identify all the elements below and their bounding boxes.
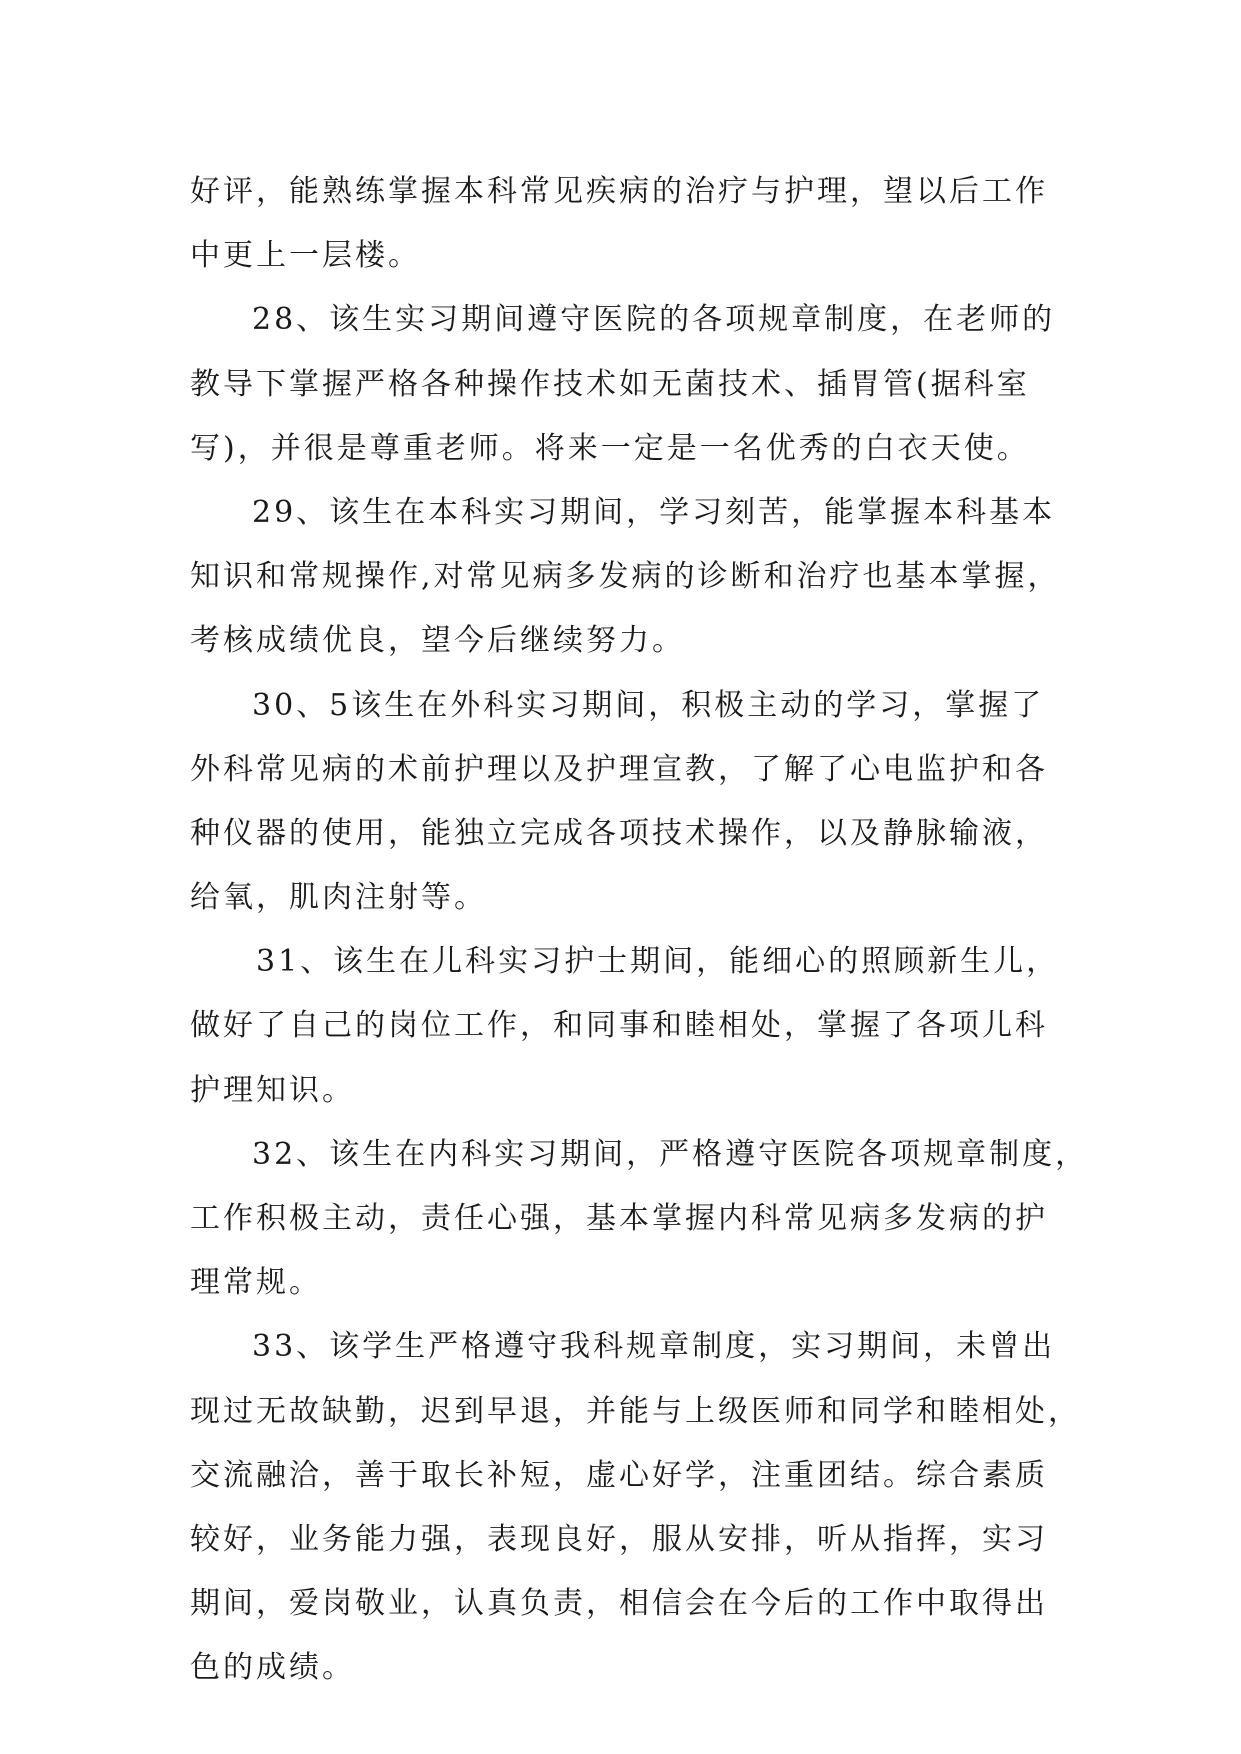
text-line: 护理知识。 xyxy=(190,1072,355,1108)
text-line: 交流融洽，善于取长补短，虚心好学，注重团结。综合素质 xyxy=(190,1457,1048,1493)
text-line: 现过无故缺勤，迟到早退，并能与上级医师和同学和睦相处， xyxy=(190,1393,1081,1429)
text-line: 写)，并很是尊重老师。将来一定是一名优秀的白衣天使。 xyxy=(190,430,1030,466)
paragraph-33-start: 33、该学生严格遵守我科规章制度，实习期间，未曾出 xyxy=(252,1329,1056,1365)
text-line: 外科常见病的术前护理以及护理宣教，了解了心电监护和各 xyxy=(190,751,1048,787)
text-line: 知识和常规操作,对常见病多发病的诊断和治疗也基本掌握， xyxy=(190,559,1061,595)
paragraph-28-start: 28、该生实习期间遵守医院的各项规章制度，在老师的 xyxy=(252,302,1056,338)
text-line: 较好，业务能力强，表现良好，服从安排，听从指挥，实习 xyxy=(190,1521,1048,1557)
text-line: 色的成绩。 xyxy=(190,1650,355,1686)
text-line: 种仪器的使用，能独立完成各项技术操作，以及静脉输液， xyxy=(190,815,1048,851)
text-line: 好评，能熟练掌握本科常见疾病的治疗与护理，望以后工作 xyxy=(190,174,1048,209)
paragraph-29-start: 29、该生在本科实习期间，学习刻苦，能掌握本科基本 xyxy=(252,494,1056,530)
text-line: 中更上一层楼。 xyxy=(190,238,421,274)
paragraph-31-start: 31、该生在儿科实习护士期间，能细心的照顾新生儿， xyxy=(256,944,1060,980)
text-line: 期间，爱岗敬业，认真负责，相信会在今后的工作中取得出 xyxy=(190,1586,1048,1622)
paragraph-30-start: 30、5该生在外科实习期间，积极主动的学习，掌握了 xyxy=(252,687,1045,723)
text-line: 教导下掌握严格各种操作技术如无菌技术、插胃管(据科室 xyxy=(190,366,1030,402)
paragraph-32-start: 32、该生在内科实习期间，严格遵守医院各项规章制度， xyxy=(252,1136,1089,1172)
text-line: 理常规。 xyxy=(190,1265,322,1301)
text-line: 考核成绩优良，望今后继续努力。 xyxy=(190,623,685,659)
text-line: 给氧，肌肉注射等。 xyxy=(190,880,487,916)
text-line: 做好了自己的岗位工作，和同事和睦相处，掌握了各项儿科 xyxy=(190,1008,1048,1044)
document-body xyxy=(190,160,1089,1701)
text-line: 工作积极主动，责任心强，基本掌握内科常见病多发病的护 xyxy=(190,1201,1048,1236)
